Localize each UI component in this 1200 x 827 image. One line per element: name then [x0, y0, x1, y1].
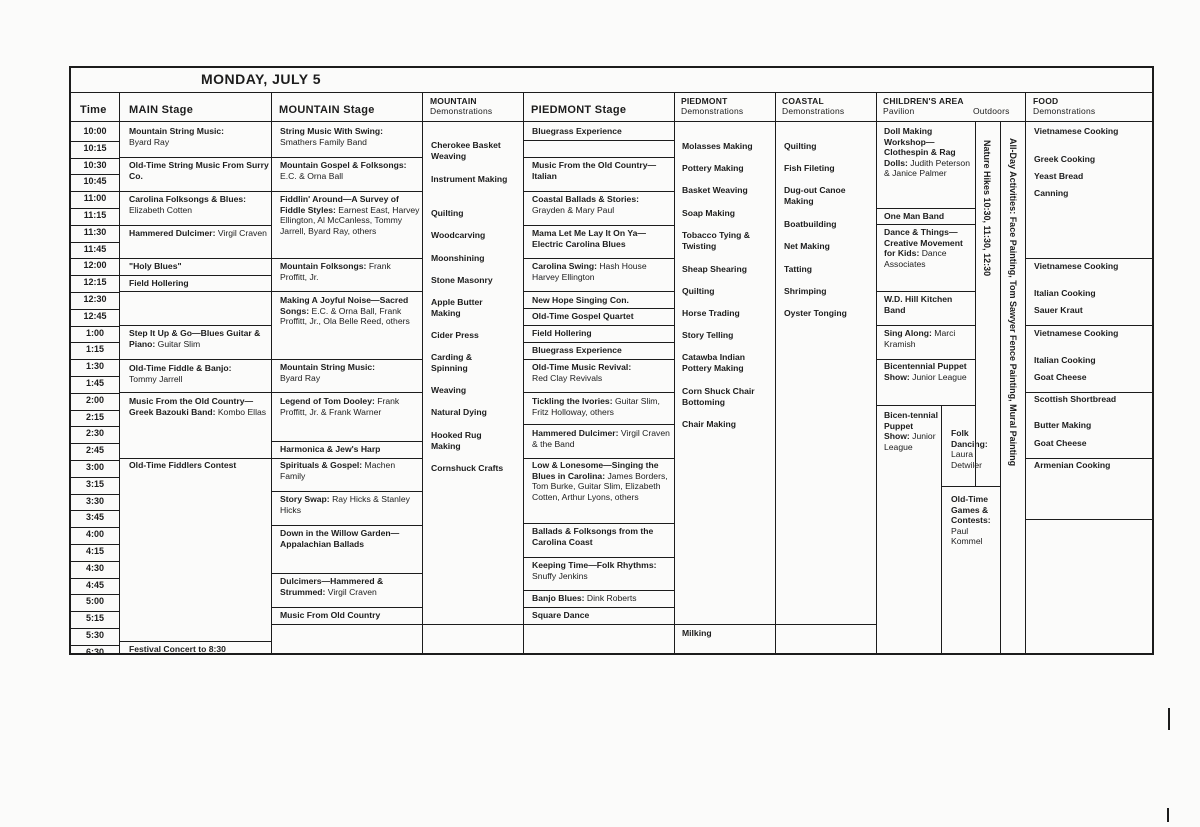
- main-divider: [119, 275, 271, 276]
- time-row-line: [71, 292, 119, 293]
- piedmont-event: Hammered Dulcimer: Virgil Craven & the Band: [532, 428, 670, 449]
- mountain-event: Fiddlin' Around—A Survey of Fiddle Styles: Earnest East, Harvey Ellington, Al McCanless, Tommy Jarrell, Byard Ray, others: [280, 194, 420, 236]
- time-row-line: [71, 544, 119, 545]
- time-label: 1:15: [85, 344, 104, 355]
- piedmont-divider: [523, 557, 674, 558]
- time-label: 10:00: [83, 126, 107, 136]
- time-label: 11:30: [83, 226, 107, 237]
- time-label: 10:45: [83, 176, 107, 187]
- piedmont-demo: Quilting: [682, 286, 715, 296]
- children-divider: [876, 325, 975, 326]
- header-time: Time: [80, 104, 107, 116]
- header-piedmont: PIEDMONT Stage: [531, 104, 627, 116]
- food-item: Canning: [1034, 188, 1069, 198]
- piedmont-divider: [523, 191, 674, 192]
- mountain-divider: [271, 441, 422, 442]
- header-food: FOOD Demonstrations: [1033, 96, 1096, 116]
- piedmont-event: Old-Time Gospel Quartet: [532, 311, 634, 321]
- mountain-event: Making A Joyful Noise—Sacred Songs: E.C. & Orna Ball, Frank Proffitt, Jr., Ola Belle Reed, others: [280, 295, 410, 326]
- coastal-demo: Boatbuilding: [784, 219, 837, 229]
- children-divider: [876, 291, 975, 292]
- main-event: Step It Up & Go—Blues Guitar & Piano: Guitar Slim: [129, 328, 261, 349]
- time-label: 3:45: [85, 512, 104, 523]
- mountain-divider: [271, 291, 422, 292]
- header-mountain-demo: MOUNTAIN Demonstrations: [430, 96, 493, 116]
- mountain-demo: Hooked Rug Making: [431, 430, 482, 451]
- main-event: Mountain String Music: Byard Ray: [129, 126, 225, 147]
- piedmont-divider: [523, 258, 674, 259]
- piedmont-event: Keeping Time—Folk Rhythms: Snuffy Jenkins: [532, 560, 657, 581]
- mountain-demo: Apple Butter Making: [431, 297, 483, 318]
- col-divider: [674, 92, 675, 655]
- time-label: 2:45: [85, 445, 104, 456]
- mountain-event: Spirituals & Gospel: Machen Family: [280, 460, 396, 481]
- coastal-demo: Dug-out Canoe Making: [784, 185, 846, 206]
- piedmont-event: Coastal Ballads & Stories: Grayden & Mary Paul: [532, 194, 639, 215]
- mountain-divider: [271, 458, 422, 459]
- main-divider: [119, 458, 271, 459]
- piedmont-demo-divider: [674, 624, 775, 625]
- header-main: MAIN Stage: [129, 104, 194, 116]
- time-row-line: [71, 393, 119, 394]
- time-label: 5:00: [85, 596, 104, 607]
- mountain-event: Music From Old Country: [280, 610, 381, 620]
- mountain-event: Down in the Willow Garden—Appalachian Ballads: [280, 528, 400, 549]
- main-divider: [119, 191, 271, 192]
- time-row-line: [71, 326, 119, 327]
- children-event: Folk Dancing: Laura Detwiler: [951, 428, 988, 470]
- time-row-line: [71, 275, 119, 276]
- piedmont-demo: Tobacco Tying & Twisting: [682, 230, 750, 251]
- scan-mark: [1168, 708, 1170, 730]
- time-row-line: [71, 410, 119, 411]
- main-event: Old-Time Fiddlers Contest: [129, 460, 237, 470]
- food-divider: [1025, 325, 1152, 326]
- time-row-line: [71, 208, 119, 209]
- food-item: Butter Making: [1034, 420, 1092, 430]
- time-label: 3:30: [85, 495, 104, 506]
- mountain-divider: [271, 359, 422, 360]
- time-row-line: [71, 645, 119, 646]
- piedmont-divider: [523, 291, 674, 292]
- food-item: Vietnamese Cooking: [1034, 126, 1119, 136]
- piedmont-divider: [523, 359, 674, 360]
- food-item: Yeast Bread: [1034, 171, 1084, 181]
- main-event: "Holy Blues": [129, 261, 182, 271]
- header-children: CHILDREN'S AREA Pavilion Outdoors: [883, 96, 1010, 116]
- mountain-demo: Woodcarving: [431, 230, 486, 240]
- mountain-demo: Natural Dying: [431, 407, 487, 417]
- mountain-demo: Stone Masonry: [431, 275, 493, 285]
- piedmont-demo: Chair Making: [682, 419, 736, 429]
- food-item: Vietnamese Cooking: [1034, 328, 1119, 338]
- time-row-line: [71, 443, 119, 444]
- coastal-demo: Tatting: [784, 264, 813, 274]
- mountain-demo: Carding & Spinning: [431, 352, 473, 373]
- time-row-line: [71, 158, 119, 159]
- piedmont-event: Ballads & Folksongs from the Carolina Coast: [532, 526, 654, 547]
- mountain-event: String Music With Swing: Smathers Family Band: [280, 126, 384, 147]
- header-piedmont-demo: PIEDMONT Demonstrations: [681, 96, 744, 116]
- mountain-demo: Cider Press: [431, 330, 479, 340]
- main-divider: [119, 392, 271, 393]
- food-item: Sauer Kraut: [1034, 305, 1083, 315]
- children-event: W.D. Hill Kitchen Band: [884, 294, 953, 315]
- piedmont-demo: Milking: [682, 628, 712, 638]
- main-divider: [119, 359, 271, 360]
- piedmont-divider: [523, 607, 674, 608]
- children-divider: [876, 405, 975, 406]
- mountain-demo: Instrument Making: [431, 174, 508, 184]
- children-event: One Man Band: [884, 211, 945, 221]
- mountain-demo: Weaving: [431, 385, 467, 395]
- time-label: 11:15: [83, 210, 107, 220]
- children-event: Bicentennial Puppet Show: Junior League: [884, 361, 967, 382]
- piedmont-divider: [523, 424, 674, 425]
- main-event: Old-Time String Music From Surry Co.: [129, 160, 269, 181]
- scan-mark: [1167, 808, 1169, 822]
- mountain-event: Mountain String Music: Byard Ray: [280, 362, 376, 383]
- coastal-demo: Oyster Tonging: [784, 308, 847, 318]
- piedmont-demo: Molasses Making: [682, 141, 753, 151]
- time-label: 12:15: [83, 277, 107, 288]
- food-item: Scottish Shortbread: [1034, 394, 1117, 404]
- time-row-line: [71, 510, 119, 511]
- main-divider: [119, 325, 271, 326]
- main-event: Field Hollering: [129, 278, 189, 288]
- time-row-line: [71, 191, 119, 192]
- piedmont-demo: Sheap Shearing: [682, 264, 747, 274]
- mountain-demo: Cherokee Basket Weaving: [431, 140, 501, 161]
- piedmont-divider: [523, 225, 674, 226]
- children-divider: [876, 224, 975, 225]
- piedmont-event: Bluegrass Experience: [532, 126, 622, 136]
- piedmont-divider: [523, 325, 674, 326]
- mountain-event: Dulcimers—Hammered & Strummed: Virgil Craven: [280, 576, 384, 597]
- time-label: 11:00: [83, 193, 107, 204]
- time-row-line: [71, 174, 119, 175]
- main-divider: [119, 258, 271, 259]
- piedmont-event: Bluegrass Experience: [532, 345, 622, 355]
- piedmont-divider: [523, 392, 674, 393]
- time-row-line: [71, 494, 119, 495]
- children-event: Dance & Things—Creative Movement for Kids: Dance Associates: [884, 227, 963, 269]
- time-label: 2:00: [85, 394, 104, 405]
- main-event: Music From the Old Country—Greek Bazouki Band: Kombo Ellas: [129, 396, 267, 417]
- coastal-demo: Quilting: [784, 141, 817, 151]
- time-label: 1:45: [85, 378, 104, 388]
- time-row-line: [71, 426, 119, 427]
- time-label: 1:00: [85, 327, 104, 338]
- piedmont-demo: Pottery Making: [682, 163, 744, 173]
- food-item: Goat Cheese: [1034, 438, 1087, 448]
- time-label: 6:30: [85, 646, 104, 657]
- time-label: 4:00: [85, 529, 104, 540]
- mountain-demo: Cornshuck Crafts: [431, 463, 504, 473]
- coastal-demo: Net Making: [784, 241, 830, 251]
- col-divider: [422, 92, 423, 655]
- time-row-line: [71, 460, 119, 461]
- schedule-title: MONDAY, JULY 5: [200, 71, 322, 87]
- time-row-line: [71, 628, 119, 629]
- piedmont-divider: [523, 140, 674, 141]
- mountain-demo: Quilting: [431, 208, 464, 218]
- col-divider: [1025, 92, 1026, 655]
- time-label: 4:30: [85, 562, 104, 573]
- time-label: 12:00: [83, 260, 107, 271]
- food-divider: [1025, 458, 1152, 459]
- coastal-demo: Fish Fileting: [784, 163, 835, 173]
- main-event: Carolina Folksongs & Blues: Elizabeth Cotten: [129, 194, 246, 215]
- time-row-line: [71, 309, 119, 310]
- time-row-line: [71, 578, 119, 579]
- coastal-demo: Shrimping: [784, 286, 827, 296]
- food-item: Italian Cooking: [1034, 355, 1096, 365]
- time-row-line: [71, 342, 119, 343]
- time-row-line: [71, 561, 119, 562]
- food-divider: [1025, 392, 1152, 393]
- time-label: 1:30: [85, 361, 104, 372]
- main-divider: [119, 225, 271, 226]
- mountain-demo: Moonshining: [431, 253, 485, 263]
- piedmont-demo: Horse Trading: [682, 308, 740, 318]
- piedmont-event: Old-Time Music Revival: Red Clay Revivals: [532, 362, 632, 383]
- col-divider: [876, 92, 877, 655]
- time-label: 2:30: [85, 428, 104, 439]
- time-label: 3:15: [85, 478, 104, 489]
- main-event: Hammered Dulcimer: Virgil Craven: [129, 228, 267, 238]
- piedmont-event: Carolina Swing: Hash House Harvey Ellington: [532, 261, 647, 282]
- time-label: 12:45: [83, 310, 107, 321]
- time-row-line: [71, 376, 119, 377]
- food-item: Vietnamese Cooking: [1034, 261, 1119, 271]
- col-divider: [119, 92, 120, 655]
- time-row-line: [71, 611, 119, 612]
- mountain-divider: [271, 525, 422, 526]
- piedmont-event: New Hope Singing Con.: [532, 295, 629, 305]
- time-row-line: [71, 527, 119, 528]
- mountain-event: Harmonica & Jew's Harp: [280, 444, 381, 454]
- header-coastal: COASTAL Demonstrations: [782, 96, 845, 116]
- children-divider: [941, 405, 942, 655]
- piedmont-event: Low & Lonesome—Singing the Blues in Carolina: James Borders, Tom Burke, Guitar Slim, Elizabeth Cotten, Arthur Lyons, others: [532, 460, 668, 502]
- time-label: 2:15: [85, 411, 104, 422]
- food-divider: [1025, 258, 1152, 259]
- time-row-line: [71, 141, 119, 142]
- coastal-divider: [775, 624, 876, 625]
- piedmont-event: Music From the Old Country—Italian: [532, 160, 657, 181]
- nature-hikes: Nature Hikes 10:30, 11:30, 12:30: [982, 140, 992, 277]
- piedmont-demo: Story Telling: [682, 330, 734, 340]
- mountain-demo-divider: [422, 624, 523, 625]
- piedmont-demo: Basket Weaving: [682, 185, 748, 195]
- mountain-divider: [271, 157, 422, 158]
- children-event: Doll Making Workshop—Clothespin & Rag Dolls: Judith Peterson & Janice Palmer: [884, 126, 970, 178]
- mountain-divider: [271, 392, 422, 393]
- piedmont-event: Square Dance: [532, 610, 590, 620]
- mountain-event: Mountain Folksongs: Frank Proffitt, Jr.: [280, 261, 391, 282]
- main-divider: [119, 291, 271, 292]
- time-label: 4:15: [85, 546, 104, 556]
- piedmont-divider: [523, 342, 674, 343]
- food-divider: [1025, 519, 1152, 520]
- piedmont-event: Banjo Blues: Dink Roberts: [532, 593, 637, 603]
- time-label: 5:30: [85, 630, 104, 640]
- time-row-line: [71, 477, 119, 478]
- mountain-divider: [271, 258, 422, 259]
- mountain-divider: [271, 573, 422, 574]
- mountain-event: Legend of Tom Dooley: Frank Proffitt, Jr. & Frank Warner: [280, 396, 400, 417]
- time-label: 12:30: [83, 294, 107, 304]
- children-divider: [1000, 122, 1001, 655]
- piedmont-divider: [523, 157, 674, 158]
- header-row: [71, 92, 1152, 122]
- piedmont-event: Tickling the Ivories: Guitar Slim, Fritz Holloway, others: [532, 396, 660, 417]
- schedule-table: [69, 66, 1154, 655]
- mountain-event: Story Swap: Ray Hicks & Stanley Hicks: [280, 494, 410, 515]
- col-divider: [271, 92, 272, 655]
- piedmont-demo: Corn Shuck Chair Bottoming: [682, 386, 755, 407]
- time-row-line: [71, 242, 119, 243]
- time-label: 3:00: [85, 462, 104, 472]
- piedmont-demo: Soap Making: [682, 208, 736, 218]
- time-label: 4:45: [85, 579, 104, 590]
- col-divider: [775, 92, 776, 655]
- time-label: 11:45: [83, 243, 107, 254]
- children-event: Sing Along: Marci Kramish: [884, 328, 956, 349]
- children-event: Old-Time Games & Contests: Paul Kommel: [951, 494, 991, 546]
- children-divider: [876, 208, 975, 209]
- mountain-event: Mountain Gospel & Folksongs: E.C. & Orna Ball: [280, 160, 407, 181]
- mountain-divider: [271, 191, 422, 192]
- main-divider: [119, 641, 271, 642]
- children-event: Bicen-tennial Puppet Show: Junior League: [884, 410, 938, 452]
- time-row-line: [71, 258, 119, 259]
- mountain-divider: [271, 607, 422, 608]
- children-divider: [941, 486, 1000, 487]
- time-row-line: [71, 359, 119, 360]
- main-event: Old-Time Fiddle & Banjo: Tommy Jarrell: [129, 363, 232, 384]
- piedmont-demo: Catawba Indian Pottery Making: [682, 352, 746, 373]
- time-row-line: [71, 594, 119, 595]
- time-label: 10:30: [83, 159, 107, 170]
- food-item: Greek Cooking: [1034, 154, 1096, 164]
- piedmont-divider: [523, 590, 674, 591]
- children-divider: [876, 359, 975, 360]
- mountain-divider: [271, 624, 422, 625]
- time-row-line: [71, 225, 119, 226]
- all-day-activities: All-Day Activities: Face Painting, Tom Sawyer Fence Painting, Mural Painting: [1008, 138, 1018, 467]
- piedmont-divider: [523, 458, 674, 459]
- piedmont-divider: [523, 308, 674, 309]
- piedmont-divider: [523, 523, 674, 524]
- mountain-divider: [271, 491, 422, 492]
- food-item: Goat Cheese: [1034, 372, 1087, 382]
- piedmont-divider: [523, 624, 674, 625]
- title-row: [71, 68, 1152, 93]
- time-label: 10:15: [83, 142, 107, 153]
- main-divider: [119, 157, 271, 158]
- piedmont-event: Field Hollering: [532, 328, 592, 338]
- col-divider: [523, 92, 524, 655]
- food-item: Armenian Cooking: [1034, 460, 1111, 470]
- piedmont-event: Mama Let Me Lay It On Ya—Electric Carolina Blues: [532, 228, 646, 249]
- time-label: 5:15: [85, 613, 104, 624]
- header-mountain: MOUNTAIN Stage: [279, 104, 375, 116]
- main-event: Festival Concert to 8:30: [129, 644, 226, 654]
- food-item: Italian Cooking: [1034, 288, 1096, 298]
